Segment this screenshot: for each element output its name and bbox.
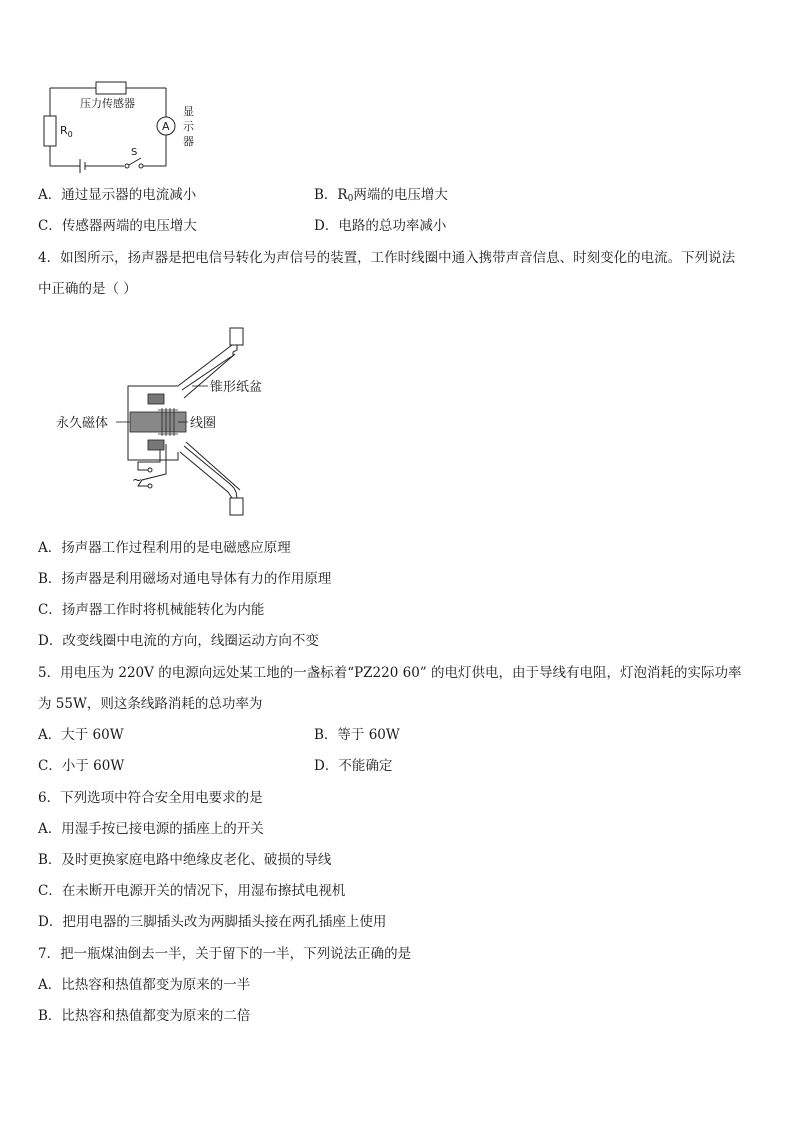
circuit-diagram [38, 76, 208, 176]
q6-option-b: B．及时更换家庭电路中绝缘皮老化、破损的导线 [38, 852, 332, 868]
display-label-3: 器 [183, 135, 194, 148]
display-label-2: 示 [183, 120, 194, 133]
q3-option-b: B．$R_0$两端的电压增大 [314, 187, 448, 204]
q4-option-a: A．扬声器工作过程利用的是电磁感应原理 [38, 540, 291, 556]
q3-option-a: A．通过显示器的电流减小 [38, 187, 197, 203]
q4-stem-line1: 4．如图所示，扬声器是把电信号转化为声信号的装置，工作时线圈中通入携带声音信息、时刻变化的电流。下列说法 [38, 250, 736, 266]
q7-option-b: B．比热容和热值都变为原来的二倍 [38, 1008, 251, 1024]
q7-stem: 7．把一瓶煤油倒去一半，关于留下的一半，下列说法正确的是 [38, 946, 412, 962]
q5-option-b: B．等于 60W [314, 727, 400, 743]
q6-option-d: D．把用电器的三脚插头改为两脚插头接在两孔插座上使用 [38, 914, 387, 930]
magnet-bottom-pole [148, 440, 164, 450]
pressure-sensor-symbol [96, 82, 126, 94]
magnet-center [130, 412, 186, 432]
switch-label: S [131, 147, 138, 158]
q4-option-c: C．扬声器工作时将机械能转化为内能 [38, 602, 265, 618]
cone-label: 锥形纸盆 [210, 380, 263, 395]
sensor-label: 压力传感器 [80, 97, 135, 110]
ammeter-symbol-text: A [162, 120, 170, 133]
q6-option-a: A．用湿手按已接电源的插座上的开关 [38, 821, 264, 837]
loudspeaker-diagram [50, 324, 290, 520]
ac-symbol: ~ [132, 473, 143, 487]
q5-option-a: A．大于 60W [38, 727, 124, 743]
q4-stem-line2: 中正确的是（ ） [38, 281, 137, 297]
q4-option-b: B．扬声器是利用磁场对通电导体有力的作用原理 [38, 571, 332, 587]
switch-blade [129, 158, 141, 165]
magnet-top-pole [148, 394, 164, 404]
resistor-symbol [44, 116, 56, 146]
q3-option-d: D．电路的总功率减小 [314, 218, 447, 234]
coil-label: 线圈 [190, 416, 217, 431]
q3-option-c: C．传感器两端的电压增大 [38, 218, 197, 234]
terminal-2 [148, 484, 152, 488]
magnet-label: 永久磁体 [56, 416, 109, 431]
q5-option-d: D．不能确定 [314, 758, 393, 774]
q5-option-c: C．小于 60W [38, 758, 125, 774]
q4-option-d: D．改变线圈中电流的方向，线圈运动方向不变 [38, 633, 319, 649]
display-label-1: 显 [183, 105, 194, 118]
q6-option-c: C．在未断开电源开关的情况下，用湿布擦拭电视机 [38, 883, 346, 899]
q7-option-a: A．比热容和热值都变为原来的一半 [38, 977, 251, 993]
terminal-1 [148, 468, 152, 472]
q5-stem-line2: 为 55W，则这条线路消耗的总功率为 [38, 696, 263, 712]
q6-stem: 6．下列选项中符合安全用电要求的是 [38, 790, 263, 806]
q5-stem-line1: 5．用电压为 220V 的电源向远处某工地的一盏标着“PZ220 60” 的电灯供电，由于导线有电阻，灯泡消耗的实际功率 [38, 665, 742, 681]
resistor-label: $R_0$ [60, 124, 73, 139]
